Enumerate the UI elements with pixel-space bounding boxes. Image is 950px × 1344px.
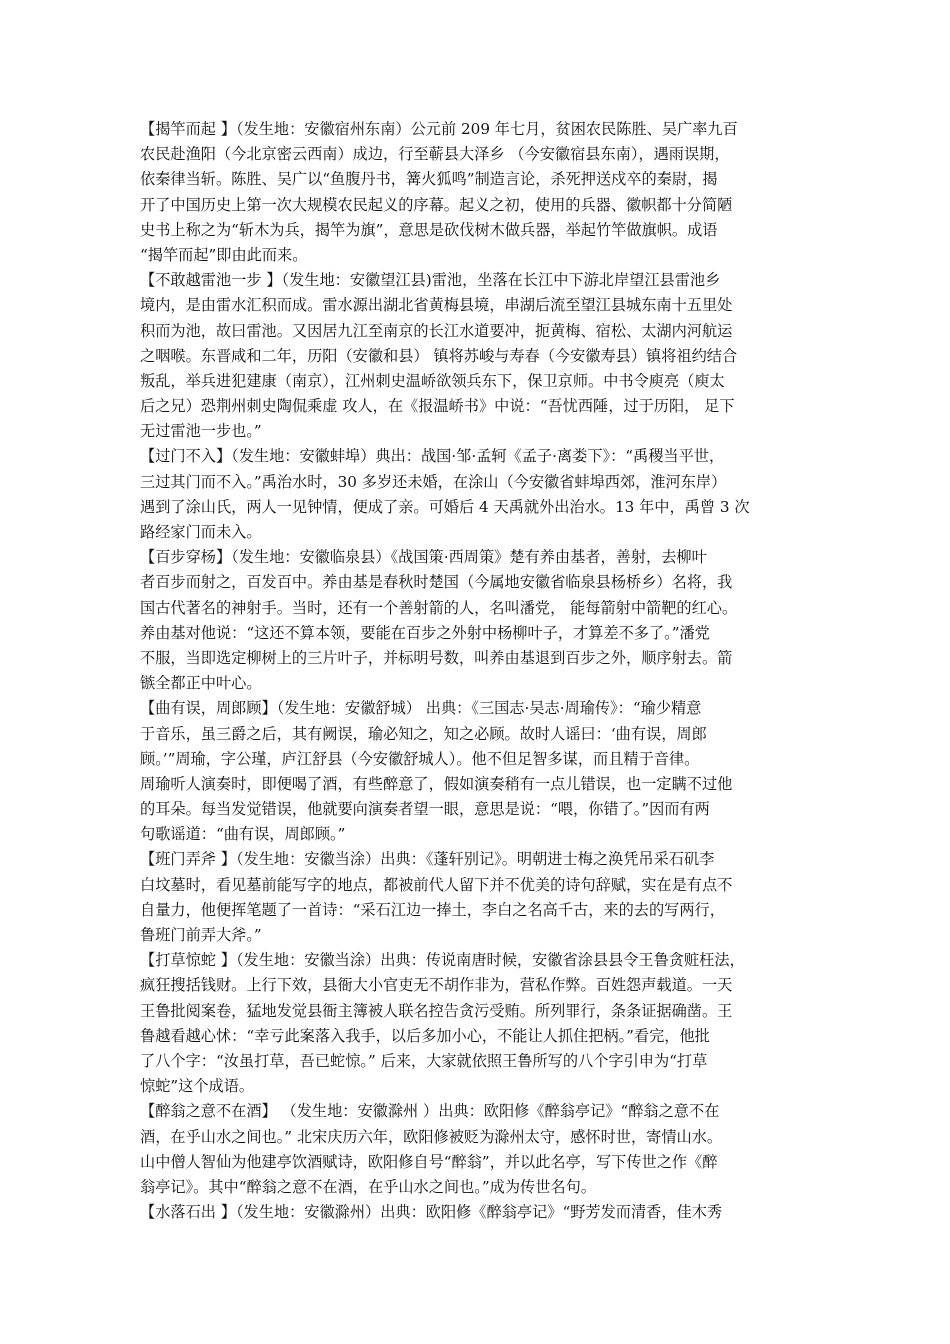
text-line: 开了中国历史上第一次大规模农民起义的序幕。起义之初，使用的兵器、徽帜都十分简陋 — [140, 195, 733, 214]
idiom-entry-da-cao-jing-she — [140, 948, 812, 1099]
text-line: 【过门不入】（发生地：安徽蚌埠）典出：战国·邹·孟轲《孟子·离娄下》：“禹稷当平世， — [140, 447, 725, 466]
text-line: 自量力，他便挥笔题了一首诗：“采石江边一捧土，李白之名高千古，来的去的写两行， — [140, 900, 725, 919]
text-line: 无过雷池一步也。” — [140, 422, 262, 441]
document-body — [140, 117, 812, 1225]
text-line: 句歌谣道：“曲有误，周郎顾。” — [140, 825, 346, 844]
text-line: “揭竿而起”即由此而来。 — [140, 245, 308, 264]
text-line: 遇到了涂山氏，两人一见钟情，便成了亲。可婚后 4 天禹就外出治水。13 年中，禹曾 3 次 — [140, 497, 750, 516]
idiom-entry-zui-weng-zhi-yi — [140, 1099, 812, 1200]
text-line: 不服，当即选定柳树上的三片叶子，并标明号数，叫养由基退到百步之外，顺序射去。箭 — [140, 648, 733, 667]
text-line: 者百步而射之，百发百中。养由基是春秋时楚国（今属地安徽省临泉县杨桥乡）名将，我 — [140, 573, 733, 592]
text-line: 【不敢越雷池一步 】（发生地：安徽望江县)雷池，坐落在长江中下游北岸望江县雷池乡 — [140, 271, 721, 290]
text-line: 山中僧人智仙为他建亭饮酒赋诗，欧阳修自号“醉翁”，并以此名亭，写下传世之作《醉 — [140, 1152, 718, 1171]
text-line: 路经家门而未入。 — [140, 523, 262, 541]
text-line: 【打草惊蛇 】（发生地：安徽当涂）出典：传说南唐时候，安徽省涂县县令王鲁贪赃枉法， — [140, 951, 745, 970]
text-line: 镞全都正中叶心。 — [140, 674, 262, 693]
text-line: 疯狂搜括钱财。上行下效，县衙大小官吏无不胡作非为，营私作弊。百姓怨声载道。一天 — [140, 976, 733, 995]
text-line: 【班门弄斧 】（发生地：安徽当涂）出典：《蓬轩别记》。明朝进士梅之涣凭吊采石矶李 — [140, 850, 715, 869]
idiom-entry-guo-men-bu-ru — [140, 444, 812, 545]
text-line: 【揭竿而起 】（发生地：安徽宿州东南）公元前 209 年七月，贫困农民陈胜、吴广率九百 — [140, 120, 738, 138]
text-line: 国古代著名的神射手。当时，还有一个善射箭的人，名叫潘党， 能每箭射中箭靶的红心。 — [140, 598, 738, 617]
text-line: 农民赴渔阳（今北京密云西南）成边，行至蕲县大泽乡 （今安徽宿县东南），遇雨误期， — [140, 145, 730, 164]
text-line: 【水落石出 】（发生地：安徽滁州）出典：欧阳修《醉翁亭记》“野芳发而清香，佳木秀 — [140, 1203, 723, 1222]
idiom-entry-shui-luo-shi-chu — [140, 1200, 812, 1225]
text-line: 史书上称之为“斩木为兵，揭竿为旗”，意思是砍伐树木做兵器，举起竹竿做旗帜。成语 — [140, 220, 718, 239]
text-line: 之咽喉。东晋咸和二年，历阳（安徽和县） 镇将苏峻与寿春（今安徽寿县）镇将祖约结合 — [140, 346, 738, 365]
text-line: 【曲有误，周郎顾】（发生地：安徽舒城） 出典：《三国志·吴志·周瑜传》：“瑜少精意 — [140, 699, 702, 718]
text-line: 依秦律当斩。陈胜、吴广以“鱼腹丹书，篝火狐鸣”制造言论，杀死押送戍卒的秦尉，揭 — [140, 170, 718, 189]
text-line: 惊蛇”这个成语。 — [140, 1077, 255, 1096]
text-line: 的耳朵。每当发觉错误，他就要向演奏者望一眼，意思是说：“喂，你错了。”因而有两 — [140, 800, 710, 819]
text-line: 了八个字：“汝虽打草，吾已蛇惊。” 后来，大家就依照王鲁所写的八个字引申为“打草 — [140, 1051, 708, 1070]
idiom-entry-ban-men-nong-fu — [140, 847, 812, 948]
text-line: 三过其门而不入。”禹治水时，30 多岁还未婚，在涂山（今安徽省蚌埠西郊，淮河东岸） — [140, 472, 727, 491]
text-line: 叛乱，举兵进犯建康（南京），江州刺史温峤欲领兵东下，保卫京师。中书令庾亮（庾太 — [140, 371, 725, 390]
text-line: 顾。’”周瑜，字公瑾，庐江舒县（今安徽舒城人）。他不但足智多谋，而且精于音律。 — [140, 749, 700, 768]
text-line: 境内，是由雷水汇积而成。雷水源出湖北省黄梅县境，串湖后流至望江县城东南十五里处 — [140, 296, 733, 315]
text-line: 于音乐，虽三爵之后，其有阙误，瑜必知之，知之必顾。故时人谣曰：‘曲有误，周郎 — [140, 724, 707, 743]
text-line: 鲁越看越心怵：“幸亏此案落入我手，以后多加小心，不能让人抓住把柄。”看完，他批 — [140, 1026, 710, 1045]
text-line: 【百步穿杨】（发生地：安徽临泉县）《战国策·西周策》楚有养由基者，善射，去柳叶 — [140, 548, 707, 567]
text-line: 养由基对他说：“这还不算本领，要能在百步之外射中杨柳叶子，才算差不多了。”潘党 — [140, 623, 710, 642]
text-line: 鲁班门前弄大斧。” — [140, 926, 262, 944]
text-line: 翁亭记》。其中“醉翁之意不在酒，在乎山水之间也。”成为传世名句。 — [140, 1177, 596, 1196]
text-line: 后之兄）恐荆州刺史陶侃乘虚 攻人，在《报温峤书》中说：“吾忧西陲，过于历阳， 足下 — [140, 397, 735, 416]
text-line: 周瑜听人演奏时，即便喝了酒，有些醉意了，假如演奏稍有一点儿错误，也一定瞒不过他 — [140, 774, 733, 793]
idiom-entry-bu-gan-yue-lei-chi — [140, 268, 812, 444]
text-line: 王鲁批阅案卷，猛地发觉县衙主簿被人联名控告贪污受贿。所列罪行，条条证据确凿。王 — [140, 1001, 733, 1020]
text-line: 酒，在乎山水之间也。” 北宋庆历六年，欧阳修被贬为滁州太守，感怀时世，寄情山水。 — [140, 1127, 723, 1146]
idiom-entry-qu-you-wu-zhou-lang-gu — [140, 696, 812, 847]
idiom-entry-jie-gan-er-qi — [140, 117, 812, 268]
text-line: 白坟墓时，看见墓前能写字的地点，都被前代人留下并不优美的诗句辞赋，实在是有点不 — [140, 875, 733, 894]
idiom-entry-bai-bu-chuan-yang — [140, 545, 812, 696]
text-line: 积而为池，故曰雷池。又因居九江至南京的长江水道要冲，扼黄梅、宿松、太湖内河航运 — [140, 321, 733, 340]
text-line: 【醉翁之意不在酒】 （发生地：安徽滁州 ）出典：欧阳修《醉翁亭记》“醉翁之意不在 — [140, 1102, 720, 1121]
